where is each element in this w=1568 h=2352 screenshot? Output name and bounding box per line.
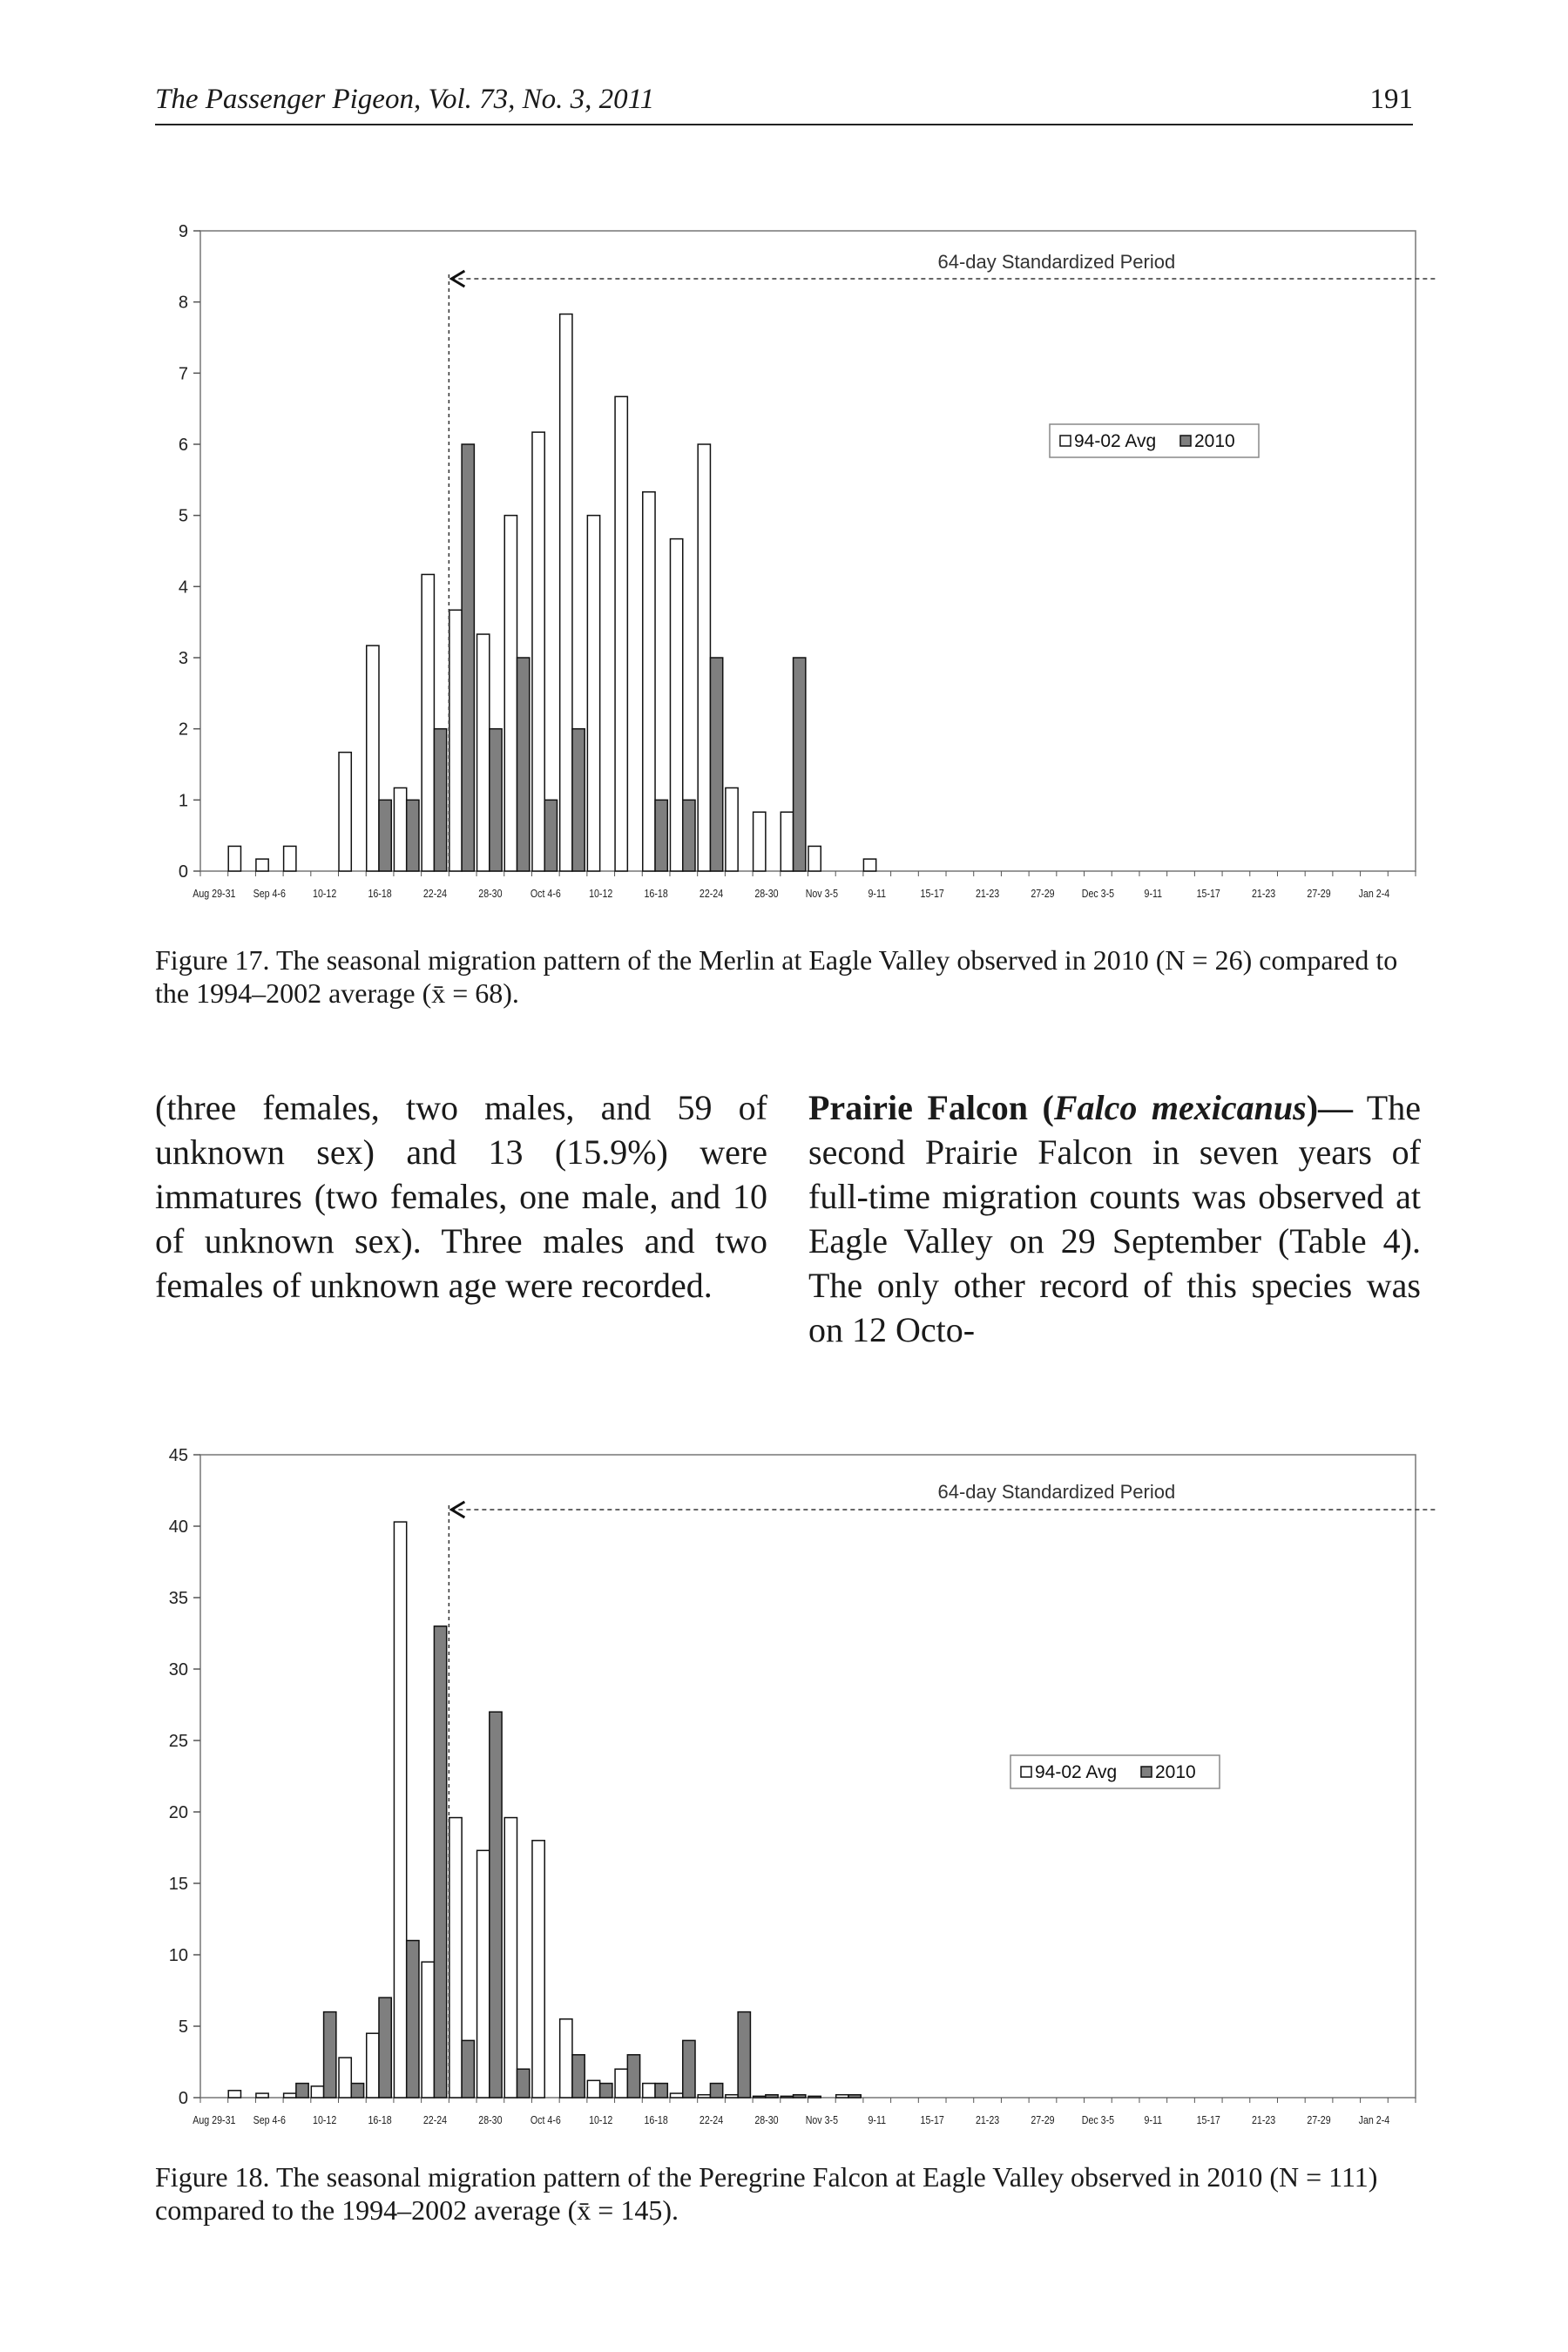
bar-2010: [655, 800, 667, 871]
y-tick-label: 25: [168, 1732, 188, 1751]
journal-title: The Passenger Pigeon, Vol. 73, No. 3, 2011: [155, 84, 655, 115]
body-text-right-column: [808, 1085, 1421, 1352]
page-number: 191: [1369, 84, 1413, 115]
bar-94-02-avg: [477, 1850, 490, 2098]
x-tick-label: Oct 4-6: [530, 886, 561, 901]
bar-2010: [462, 444, 474, 871]
scientific-name: Falco mexicanus: [1053, 1088, 1307, 1127]
x-tick-label: 28-30: [478, 886, 503, 901]
bar-2010: [683, 2040, 695, 2098]
period-label: 64-day Standardized Period: [937, 1481, 1176, 1503]
bar-94-02-avg: [422, 574, 434, 871]
y-tick-label: 7: [178, 364, 188, 384]
bar-94-02-avg: [670, 2093, 682, 2098]
x-tick-label: 10-12: [589, 2112, 613, 2127]
legend: [1010, 1755, 1220, 1788]
bar-2010: [434, 729, 446, 871]
bar-94-02-avg: [477, 634, 490, 871]
bar-94-02-avg: [532, 1841, 544, 2098]
y-tick-label: 6: [178, 436, 188, 455]
bar-94-02-avg: [228, 846, 240, 871]
x-tick-label: 10-12: [313, 886, 337, 901]
bar-94-02-avg: [422, 1962, 434, 2098]
bar-2010: [462, 2040, 474, 2098]
bar-94-02-avg: [339, 2058, 351, 2098]
figure-18-caption: Figure 18. The seasonal migration pattern of the Peregrine Falcon at Eagle Valley observed in 2010 (N = 111) compared to the 1994–2002 average (x̄ = 145).: [155, 2161, 1378, 2226]
legend-swatch-2010: [1180, 436, 1191, 446]
x-tick-label: Nov 3-5: [805, 2112, 839, 2127]
bar-94-02-avg: [670, 539, 682, 871]
y-tick-label: 20: [168, 1803, 188, 1822]
y-tick-label: 40: [168, 1517, 188, 1537]
x-tick-label: 15-17: [1196, 2112, 1220, 2127]
x-tick-label: Aug 29-31: [193, 2112, 236, 2127]
bar-94-02-avg: [449, 1818, 462, 2098]
bar-94-02-avg: [808, 846, 821, 871]
x-tick-label: 15-17: [920, 886, 944, 901]
bar-2010: [517, 658, 530, 871]
paragraph: (three females, two males, and 59 of unknown sex) and 13 (15.9%) were immatures (two females, one male, and 10 of unknown sex). Three males and two females of unknown age were recorded.: [155, 1088, 767, 1305]
x-tick-label: 9-11: [1144, 886, 1163, 901]
y-tick-label: 8: [178, 293, 188, 313]
x-tick-label: Jan 2-4: [1358, 2112, 1390, 2127]
bar-2010: [490, 729, 502, 871]
bar-94-02-avg: [698, 2095, 710, 2098]
paragraph: [808, 1085, 1421, 1352]
bar-2010: [490, 1712, 502, 2098]
x-tick-label: Sep 4-6: [253, 2112, 286, 2127]
x-tick-label: Jan 2-4: [1358, 886, 1390, 901]
x-tick-label: 16-18: [644, 886, 668, 901]
x-tick-label: 22-24: [422, 2112, 448, 2127]
bar-2010: [600, 2084, 612, 2098]
bar-94-02-avg: [615, 396, 627, 871]
x-tick-label: 21-23: [975, 2112, 1000, 2127]
bar-2010: [572, 2055, 585, 2098]
bar-94-02-avg: [394, 787, 406, 871]
bar-94-02-avg: [560, 2019, 572, 2098]
y-tick-label: 0: [178, 862, 188, 882]
y-tick-label: 30: [168, 1660, 188, 1680]
bar-94-02-avg: [367, 645, 379, 871]
plot-area: [200, 231, 1416, 871]
legend: [1050, 424, 1259, 457]
x-tick-label: 9-11: [868, 2112, 887, 2127]
x-tick-label: 10-12: [589, 886, 613, 901]
x-tick-label: 22-24: [699, 886, 724, 901]
bar-94-02-avg: [339, 753, 351, 871]
bar-94-02-avg: [615, 2069, 627, 2098]
bar-2010: [379, 800, 391, 871]
bar-94-02-avg: [754, 812, 766, 871]
bar-94-02-avg: [504, 1818, 517, 2098]
bar-2010: [710, 658, 722, 871]
x-tick-label: 15-17: [1196, 886, 1220, 901]
x-tick-label: 9-11: [1144, 2112, 1163, 2127]
bar-2010: [351, 2084, 363, 2098]
bar-94-02-avg: [284, 2093, 296, 2098]
bar-2010: [794, 2095, 806, 2098]
x-tick-label: 16-18: [368, 2112, 392, 2127]
bar-94-02-avg: [394, 1522, 406, 2098]
y-tick-label: 1: [178, 791, 188, 811]
y-tick-label: 0: [178, 2089, 188, 2108]
legend-label-avg: 94-02 Avg: [1035, 1762, 1118, 1782]
bar-94-02-avg: [726, 2095, 738, 2098]
x-tick-label: Dec 3-5: [1081, 886, 1115, 901]
x-tick-label: 27-29: [1307, 886, 1331, 901]
x-tick-label: 27-29: [1307, 2112, 1331, 2127]
bar-94-02-avg: [560, 314, 572, 871]
bar-94-02-avg: [643, 492, 655, 871]
bar-94-02-avg: [808, 2096, 821, 2098]
x-tick-label: 9-11: [868, 886, 887, 901]
bar-2010: [544, 800, 557, 871]
peregrine-falcon-migration-chart: [131, 1429, 1437, 2134]
bar-94-02-avg: [754, 2096, 766, 2098]
x-tick-label: 21-23: [1252, 886, 1276, 901]
bar-2010: [766, 2095, 778, 2098]
bar-94-02-avg: [449, 610, 462, 871]
bar-2010: [517, 2069, 530, 2098]
x-tick-label: 21-23: [1252, 2112, 1276, 2127]
bar-2010: [407, 800, 419, 871]
bar-94-02-avg: [781, 2096, 793, 2098]
bar-94-02-avg: [504, 516, 517, 871]
bar-94-02-avg: [698, 444, 710, 871]
x-tick-label: Dec 3-5: [1081, 2112, 1115, 2127]
x-tick-label: Aug 29-31: [193, 886, 236, 901]
x-tick-label: 27-29: [1031, 2112, 1055, 2127]
bar-94-02-avg: [228, 2091, 240, 2098]
bar-94-02-avg: [643, 2084, 655, 2098]
bar-94-02-avg: [781, 812, 793, 871]
bar-94-02-avg: [587, 516, 599, 871]
x-tick-label: 22-24: [422, 886, 448, 901]
bar-2010: [379, 1997, 391, 2098]
bar-2010: [848, 2095, 861, 2098]
bar-94-02-avg: [367, 2033, 379, 2098]
x-tick-label: Oct 4-6: [530, 2112, 561, 2127]
y-tick-label: 10: [168, 1946, 188, 1965]
y-tick-label: 3: [178, 649, 188, 668]
bar-2010: [296, 2084, 308, 2098]
y-tick-label: 5: [178, 2017, 188, 2037]
x-tick-label: 28-30: [478, 2112, 503, 2127]
y-tick-label: 15: [168, 1875, 188, 1894]
bar-94-02-avg: [256, 859, 268, 871]
open-paren: (: [1027, 1088, 1054, 1127]
y-tick-label: 5: [178, 506, 188, 526]
y-tick-label: 4: [178, 578, 188, 598]
legend-swatch-2010: [1141, 1767, 1152, 1777]
x-tick-label: 10-12: [313, 2112, 337, 2127]
figure-17-caption: Figure 17. The seasonal migration pattern of the Merlin at Eagle Valley observed in 2010 (N = 26) compared to the 1994–2002 average (x̄ = 68).: [155, 944, 1398, 1009]
x-tick-label: Sep 4-6: [253, 886, 286, 901]
bar-2010: [324, 2012, 336, 2098]
y-tick-label: 2: [178, 720, 188, 740]
bar-94-02-avg: [311, 2086, 323, 2098]
bar-2010: [572, 729, 585, 871]
legend-label-avg: 94-02 Avg: [1074, 431, 1157, 451]
bar-94-02-avg: [836, 2095, 848, 2098]
legend-label-2010: 2010: [1155, 1762, 1196, 1782]
bar-2010: [655, 2084, 667, 2098]
bar-2010: [407, 1941, 419, 2098]
bar-2010: [627, 2055, 639, 2098]
body-text-left-column: [155, 1085, 767, 1308]
y-tick-label: 35: [168, 1589, 188, 1608]
bar-94-02-avg: [863, 859, 875, 871]
bar-2010: [683, 800, 695, 871]
legend-swatch-avg: [1021, 1767, 1031, 1777]
bar-94-02-avg: [587, 2080, 599, 2098]
bar-94-02-avg: [256, 2093, 268, 2098]
x-tick-label: 28-30: [754, 886, 779, 901]
bar-2010: [738, 2012, 750, 2098]
y-tick-label: 9: [178, 222, 188, 241]
bar-94-02-avg: [532, 432, 544, 871]
y-tick-label: 45: [168, 1446, 188, 1465]
merlin-migration-chart: [131, 209, 1437, 906]
bar-94-02-avg: [284, 846, 296, 871]
bar-2010: [794, 658, 806, 871]
paragraph-text: The second Prairie Falcon in seven years of full-time migration counts was observed at Eagle Valley on 29 September (Table 4). The only other record of this species was on 12 Octo-: [808, 1088, 1421, 1349]
period-label: 64-day Standardized Period: [937, 251, 1176, 273]
bar-2010: [434, 1626, 446, 2098]
species-name: Prairie Falcon: [808, 1088, 1028, 1127]
legend-swatch-avg: [1060, 436, 1071, 446]
x-tick-label: 28-30: [754, 2112, 779, 2127]
close-paren: )—: [1306, 1088, 1354, 1127]
x-tick-label: 27-29: [1031, 886, 1055, 901]
x-tick-label: 15-17: [920, 2112, 944, 2127]
legend-label-2010: 2010: [1194, 431, 1235, 451]
running-header: [155, 84, 1413, 125]
bar-2010: [710, 2084, 722, 2098]
x-tick-label: Nov 3-5: [805, 886, 839, 901]
bar-94-02-avg: [726, 787, 738, 871]
x-tick-label: 22-24: [699, 2112, 724, 2127]
x-tick-label: 21-23: [975, 886, 1000, 901]
x-tick-label: 16-18: [368, 886, 392, 901]
x-tick-label: 16-18: [644, 2112, 668, 2127]
